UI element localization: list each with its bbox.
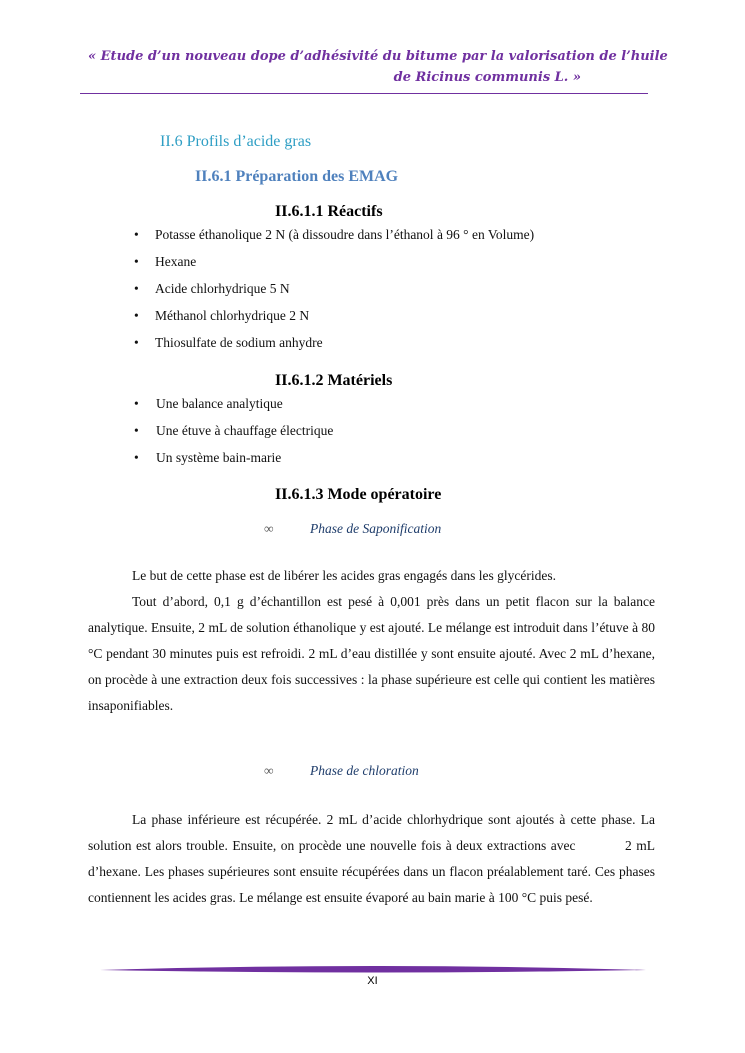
header-line-2: de Ricinus communis L. » (393, 70, 581, 85)
paragraph: La phase inférieure est récupérée. 2 mL d’acide chlorhydrique sont ajoutés à cette phase. La solution est alors trouble. Ensuite, on procède une nouvelle fois à deux extractions avec 2 mL d’hexane. Les phases supérieures sont ensuite récupérées dans un flacon préalablement taré. Ces phases contiennent les acides gras. Le mélange est ensuite évaporé au bain marie à 100 °C puis pesé. (88, 812, 659, 905)
phase-saponification (264, 521, 441, 537)
header-line-1: « Etude d’un nouveau dope d’adhésivité du bitume par la valorisation de l’huile (88, 49, 668, 64)
chloration-text (88, 807, 659, 911)
phase-saponification-title: Phase de Saponification (310, 521, 442, 536)
bullet-icon: • (134, 450, 139, 465)
paragraph: Le but de cette phase est de libérer les acides gras engagés dans les glycérides. (132, 568, 556, 583)
page-number: XI (367, 975, 378, 987)
bullet-icon: • (134, 227, 139, 242)
paragraph: Tout d’abord, 0,1 g d’échantillon est pesé à 0,001 près dans un petit flacon sur la balance analytique. Ensuite, 2 mL de solution éthanolique y est ajouté. Le mélange est introduit dans l’étuve à 80 °C pendant 30 minutes puis est refroidi. 2 mL d’eau distillée y sont ensuite ajouté. Avec 2 mL d’hexane, on procède à une extraction deux fois successives : la phase supérieure est celle qui contient les matières insaponifiables. (88, 594, 655, 713)
infinity-bullet-icon: ∞ (264, 763, 274, 778)
bullet-icon: • (134, 308, 139, 323)
infinity-bullet-icon: ∞ (264, 521, 274, 536)
phase-chloration (264, 763, 419, 779)
bullet-icon: • (134, 396, 139, 411)
section-title: II.6 Profils d’acide gras (160, 133, 312, 150)
bullet-icon: • (134, 281, 139, 296)
saponification-text (88, 563, 655, 719)
mode-heading: II.6.1.3 Mode opératoire (275, 486, 442, 503)
bullet-icon: • (134, 335, 139, 350)
bullet-icon: • (134, 254, 139, 269)
materiels-heading: II.6.1.2 Matériels (275, 372, 393, 389)
subsection-title: II.6.1 Préparation des EMAG (195, 168, 399, 185)
header-rule (80, 93, 648, 94)
phase-chloration-title: Phase de chloration (310, 763, 419, 778)
reactifs-heading: II.6.1.1 Réactifs (275, 203, 383, 220)
bullet-icon: • (134, 423, 139, 438)
